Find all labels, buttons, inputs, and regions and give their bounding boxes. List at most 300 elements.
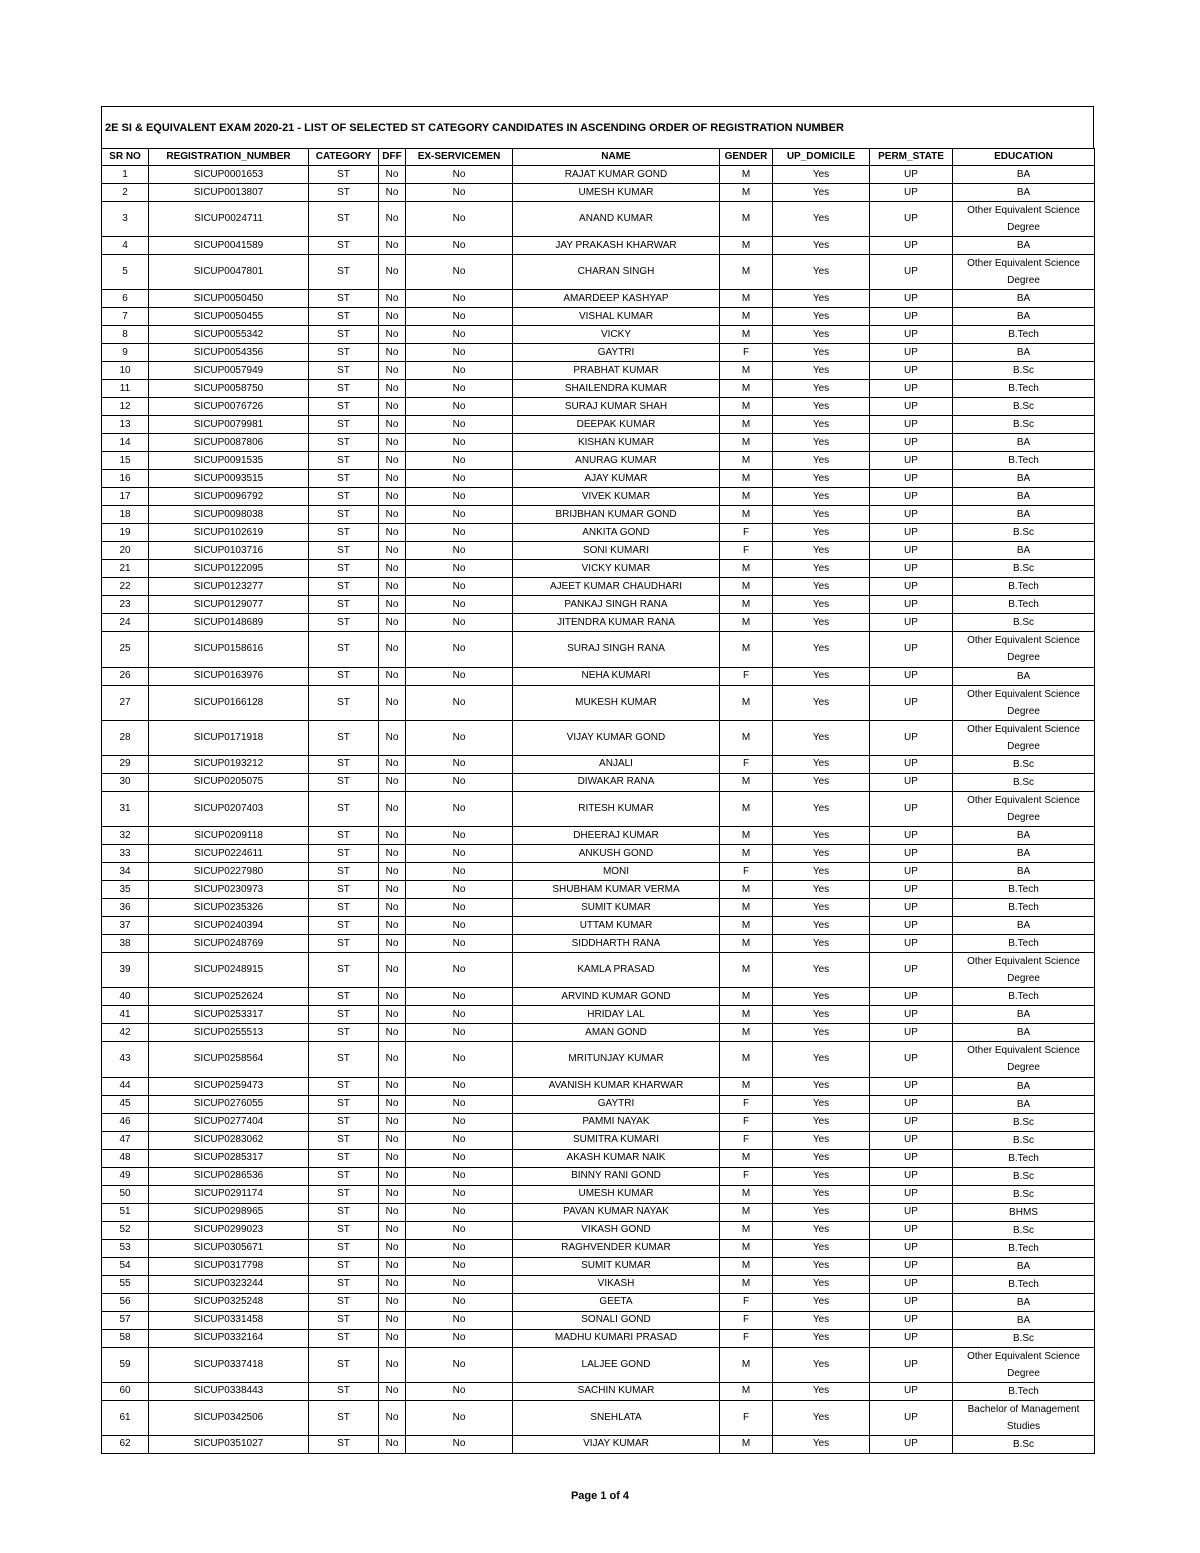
ex-servicemen-cell: No	[406, 917, 513, 935]
dff-cell: No	[379, 308, 406, 326]
up-domicile-cell: Yes	[773, 988, 870, 1006]
table-row	[102, 1006, 1095, 1024]
education-cell: BA	[953, 1024, 1095, 1042]
education-cell: Other Equivalent Science Degree	[953, 1042, 1095, 1077]
gender-cell: M	[720, 899, 773, 917]
registration-number-cell: SICUP0332164	[149, 1329, 309, 1347]
dff-cell: No	[379, 524, 406, 542]
registration-number-cell: SICUP0338443	[149, 1382, 309, 1400]
up-domicile-cell: Yes	[773, 184, 870, 202]
ex-servicemen-cell: No	[406, 1347, 513, 1382]
dff-cell: No	[379, 255, 406, 290]
education-cell: BA	[953, 166, 1095, 184]
table-row	[102, 202, 1095, 237]
education-cell: BA	[953, 1311, 1095, 1329]
registration-number-cell: SICUP0276055	[149, 1095, 309, 1113]
table-row	[102, 1185, 1095, 1203]
gender-cell: M	[720, 452, 773, 470]
table-row	[102, 1257, 1095, 1275]
gender-cell: M	[720, 773, 773, 791]
table-row	[102, 1311, 1095, 1329]
perm-state-cell: UP	[870, 1257, 953, 1275]
table-row	[102, 434, 1095, 452]
category-cell: ST	[309, 827, 379, 845]
registration-number-cell: SICUP0163976	[149, 667, 309, 685]
ex-servicemen-cell: No	[406, 470, 513, 488]
registration-number-cell: SICUP0224611	[149, 845, 309, 863]
gender-cell: M	[720, 596, 773, 614]
perm-state-cell: UP	[870, 1347, 953, 1382]
category-cell: ST	[309, 344, 379, 362]
sr-no-cell: 3	[102, 202, 149, 237]
category-cell: ST	[309, 1006, 379, 1024]
name-cell: KISHAN KUMAR	[513, 434, 720, 452]
up-domicile-cell: Yes	[773, 308, 870, 326]
category-cell: ST	[309, 434, 379, 452]
table-row	[102, 773, 1095, 791]
up-domicile-cell: Yes	[773, 863, 870, 881]
sr-no-cell: 51	[102, 1203, 149, 1221]
name-cell: AKASH KUMAR NAIK	[513, 1149, 720, 1167]
dff-cell: No	[379, 166, 406, 184]
registration-number-cell: SICUP0102619	[149, 524, 309, 542]
dff-cell: No	[379, 720, 406, 755]
ex-servicemen-cell: No	[406, 1042, 513, 1077]
sr-no-cell: 31	[102, 791, 149, 826]
dff-cell: No	[379, 1006, 406, 1024]
dff-cell: No	[379, 899, 406, 917]
category-cell: ST	[309, 416, 379, 434]
up-domicile-cell: Yes	[773, 1347, 870, 1382]
perm-state-cell: UP	[870, 202, 953, 237]
table-row	[102, 1382, 1095, 1400]
registration-number-cell: SICUP0207403	[149, 791, 309, 826]
name-cell: VIVEK KUMAR	[513, 488, 720, 506]
sr-no-cell: 30	[102, 773, 149, 791]
category-cell: ST	[309, 1257, 379, 1275]
education-cell: B.Tech	[953, 988, 1095, 1006]
table-row	[102, 344, 1095, 362]
sr-no-cell: 48	[102, 1149, 149, 1167]
dff-cell: No	[379, 667, 406, 685]
dff-cell: No	[379, 773, 406, 791]
category-cell: ST	[309, 614, 379, 632]
gender-cell: M	[720, 1149, 773, 1167]
name-cell: ANURAG KUMAR	[513, 452, 720, 470]
sr-no-cell: 60	[102, 1382, 149, 1400]
education-cell: BA	[953, 308, 1095, 326]
col-header-gender: GENDER	[720, 149, 773, 166]
sr-no-cell: 46	[102, 1113, 149, 1131]
perm-state-cell: UP	[870, 1185, 953, 1203]
education-cell: B.Sc	[953, 1185, 1095, 1203]
name-cell: CHARAN SINGH	[513, 255, 720, 290]
education-cell: B.Tech	[953, 935, 1095, 953]
sr-no-cell: 34	[102, 863, 149, 881]
name-cell: NEHA KUMARI	[513, 667, 720, 685]
name-cell: VICKY KUMAR	[513, 560, 720, 578]
ex-servicemen-cell: No	[406, 362, 513, 380]
name-cell: RITESH KUMAR	[513, 791, 720, 826]
category-cell: ST	[309, 237, 379, 255]
up-domicile-cell: Yes	[773, 1293, 870, 1311]
gender-cell: M	[720, 434, 773, 452]
gender-cell: M	[720, 470, 773, 488]
ex-servicemen-cell: No	[406, 1167, 513, 1185]
perm-state-cell: UP	[870, 578, 953, 596]
perm-state-cell: UP	[870, 1329, 953, 1347]
table-row	[102, 1042, 1095, 1077]
perm-state-cell: UP	[870, 326, 953, 344]
registration-number-cell: SICUP0258564	[149, 1042, 309, 1077]
perm-state-cell: UP	[870, 953, 953, 988]
dff-cell: No	[379, 1239, 406, 1257]
registration-number-cell: SICUP0076726	[149, 398, 309, 416]
dff-cell: No	[379, 416, 406, 434]
education-cell: B.Sc	[953, 1329, 1095, 1347]
perm-state-cell: UP	[870, 470, 953, 488]
category-cell: ST	[309, 524, 379, 542]
table-row	[102, 1077, 1095, 1095]
dff-cell: No	[379, 488, 406, 506]
category-cell: ST	[309, 1113, 379, 1131]
category-cell: ST	[309, 1221, 379, 1239]
dff-cell: No	[379, 845, 406, 863]
ex-servicemen-cell: No	[406, 237, 513, 255]
ex-servicemen-cell: No	[406, 614, 513, 632]
document-sheet	[101, 106, 1094, 1454]
gender-cell: F	[720, 1329, 773, 1347]
registration-number-cell: SICUP0158616	[149, 632, 309, 667]
education-cell: BA	[953, 1077, 1095, 1095]
sr-no-cell: 24	[102, 614, 149, 632]
up-domicile-cell: Yes	[773, 755, 870, 773]
education-cell: B.Sc	[953, 614, 1095, 632]
category-cell: ST	[309, 935, 379, 953]
registration-number-cell: SICUP0351027	[149, 1435, 309, 1453]
education-cell: B.Sc	[953, 362, 1095, 380]
dff-cell: No	[379, 1257, 406, 1275]
sr-no-cell: 43	[102, 1042, 149, 1077]
dff-cell: No	[379, 881, 406, 899]
candidates-table	[101, 148, 1095, 1454]
perm-state-cell: UP	[870, 255, 953, 290]
sr-no-cell: 47	[102, 1131, 149, 1149]
category-cell: ST	[309, 1311, 379, 1329]
ex-servicemen-cell: No	[406, 632, 513, 667]
education-cell: BA	[953, 470, 1095, 488]
up-domicile-cell: Yes	[773, 398, 870, 416]
dff-cell: No	[379, 578, 406, 596]
sr-no-cell: 58	[102, 1329, 149, 1347]
category-cell: ST	[309, 362, 379, 380]
up-domicile-cell: Yes	[773, 1311, 870, 1329]
category-cell: ST	[309, 398, 379, 416]
gender-cell: F	[720, 667, 773, 685]
table-header-row	[102, 149, 1095, 166]
up-domicile-cell: Yes	[773, 1024, 870, 1042]
perm-state-cell: UP	[870, 1042, 953, 1077]
ex-servicemen-cell: No	[406, 685, 513, 720]
up-domicile-cell: Yes	[773, 434, 870, 452]
education-cell: B.Sc	[953, 773, 1095, 791]
table-row	[102, 362, 1095, 380]
name-cell: SUMITRA KUMARI	[513, 1131, 720, 1149]
dff-cell: No	[379, 614, 406, 632]
dff-cell: No	[379, 1113, 406, 1131]
up-domicile-cell: Yes	[773, 255, 870, 290]
table-row	[102, 488, 1095, 506]
up-domicile-cell: Yes	[773, 1185, 870, 1203]
ex-servicemen-cell: No	[406, 596, 513, 614]
table-row	[102, 845, 1095, 863]
gender-cell: M	[720, 202, 773, 237]
gender-cell: M	[720, 685, 773, 720]
up-domicile-cell: Yes	[773, 1149, 870, 1167]
up-domicile-cell: Yes	[773, 1042, 870, 1077]
ex-servicemen-cell: No	[406, 524, 513, 542]
ex-servicemen-cell: No	[406, 506, 513, 524]
registration-number-cell: SICUP0013807	[149, 184, 309, 202]
category-cell: ST	[309, 1131, 379, 1149]
dff-cell: No	[379, 434, 406, 452]
gender-cell: M	[720, 614, 773, 632]
gender-cell: F	[720, 1311, 773, 1329]
registration-number-cell: SICUP0098038	[149, 506, 309, 524]
perm-state-cell: UP	[870, 237, 953, 255]
registration-number-cell: SICUP0259473	[149, 1077, 309, 1095]
name-cell: SONALI GOND	[513, 1311, 720, 1329]
table-row	[102, 1131, 1095, 1149]
perm-state-cell: UP	[870, 720, 953, 755]
category-cell: ST	[309, 667, 379, 685]
perm-state-cell: UP	[870, 416, 953, 434]
table-row	[102, 917, 1095, 935]
registration-number-cell: SICUP0331458	[149, 1311, 309, 1329]
document-title: 2E SI & EQUIVALENT EXAM 2020-21 - LIST OF SELECTED ST CATEGORY CANDIDATES IN ASCENDING ORDER OF REGISTRATION NUMBER	[101, 106, 1094, 148]
registration-number-cell: SICUP0342506	[149, 1400, 309, 1435]
ex-servicemen-cell: No	[406, 344, 513, 362]
education-cell: Other Equivalent Science Degree	[953, 202, 1095, 237]
dff-cell: No	[379, 1435, 406, 1453]
registration-number-cell: SICUP0255513	[149, 1024, 309, 1042]
ex-servicemen-cell: No	[406, 452, 513, 470]
registration-number-cell: SICUP0283062	[149, 1131, 309, 1149]
table-row	[102, 398, 1095, 416]
dff-cell: No	[379, 755, 406, 773]
registration-number-cell: SICUP0129077	[149, 596, 309, 614]
registration-number-cell: SICUP0298965	[149, 1203, 309, 1221]
up-domicile-cell: Yes	[773, 773, 870, 791]
dff-cell: No	[379, 596, 406, 614]
table-row	[102, 685, 1095, 720]
perm-state-cell: UP	[870, 632, 953, 667]
education-cell: B.Sc	[953, 1435, 1095, 1453]
gender-cell: M	[720, 290, 773, 308]
perm-state-cell: UP	[870, 398, 953, 416]
name-cell: BINNY RANI GOND	[513, 1167, 720, 1185]
gender-cell: M	[720, 845, 773, 863]
sr-no-cell: 53	[102, 1239, 149, 1257]
table-row	[102, 1275, 1095, 1293]
registration-number-cell: SICUP0079981	[149, 416, 309, 434]
perm-state-cell: UP	[870, 667, 953, 685]
name-cell: SURAJ SINGH RANA	[513, 632, 720, 667]
table-row	[102, 827, 1095, 845]
up-domicile-cell: Yes	[773, 380, 870, 398]
registration-number-cell: SICUP0087806	[149, 434, 309, 452]
registration-number-cell: SICUP0317798	[149, 1257, 309, 1275]
ex-servicemen-cell: No	[406, 1221, 513, 1239]
ex-servicemen-cell: No	[406, 184, 513, 202]
category-cell: ST	[309, 1239, 379, 1257]
table-row	[102, 542, 1095, 560]
gender-cell: M	[720, 827, 773, 845]
education-cell: B.Sc	[953, 1131, 1095, 1149]
sr-no-cell: 56	[102, 1293, 149, 1311]
col-header-ex-servicemen: EX-SERVICEMEN	[406, 149, 513, 166]
education-cell: B.Sc	[953, 1113, 1095, 1131]
education-cell: Other Equivalent Science Degree	[953, 720, 1095, 755]
sr-no-cell: 41	[102, 1006, 149, 1024]
gender-cell: F	[720, 542, 773, 560]
registration-number-cell: SICUP0093515	[149, 470, 309, 488]
education-cell: B.Tech	[953, 1239, 1095, 1257]
perm-state-cell: UP	[870, 362, 953, 380]
dff-cell: No	[379, 1203, 406, 1221]
dff-cell: No	[379, 1400, 406, 1435]
sr-no-cell: 1	[102, 166, 149, 184]
category-cell: ST	[309, 1400, 379, 1435]
name-cell: GAYTRI	[513, 344, 720, 362]
ex-servicemen-cell: No	[406, 1095, 513, 1113]
gender-cell: M	[720, 237, 773, 255]
sr-no-cell: 35	[102, 881, 149, 899]
table-row	[102, 578, 1095, 596]
dff-cell: No	[379, 1185, 406, 1203]
up-domicile-cell: Yes	[773, 1275, 870, 1293]
dff-cell: No	[379, 1131, 406, 1149]
education-cell: B.Sc	[953, 755, 1095, 773]
registration-number-cell: SICUP0001653	[149, 166, 309, 184]
ex-servicemen-cell: No	[406, 434, 513, 452]
perm-state-cell: UP	[870, 1024, 953, 1042]
name-cell: AJEET KUMAR CHAUDHARI	[513, 578, 720, 596]
name-cell: UMESH KUMAR	[513, 1185, 720, 1203]
gender-cell: M	[720, 416, 773, 434]
sr-no-cell: 9	[102, 344, 149, 362]
table-row	[102, 614, 1095, 632]
gender-cell: M	[720, 1435, 773, 1453]
name-cell: PRABHAT KUMAR	[513, 362, 720, 380]
gender-cell: F	[720, 1400, 773, 1435]
name-cell: GAYTRI	[513, 1095, 720, 1113]
dff-cell: No	[379, 1275, 406, 1293]
category-cell: ST	[309, 988, 379, 1006]
table-row	[102, 416, 1095, 434]
ex-servicemen-cell: No	[406, 1203, 513, 1221]
education-cell: B.Sc	[953, 1221, 1095, 1239]
up-domicile-cell: Yes	[773, 1382, 870, 1400]
dff-cell: No	[379, 632, 406, 667]
name-cell: ANKITA GOND	[513, 524, 720, 542]
dff-cell: No	[379, 1329, 406, 1347]
name-cell: AMARDEEP KASHYAP	[513, 290, 720, 308]
perm-state-cell: UP	[870, 488, 953, 506]
up-domicile-cell: Yes	[773, 881, 870, 899]
dff-cell: No	[379, 863, 406, 881]
gender-cell: F	[720, 1113, 773, 1131]
category-cell: ST	[309, 542, 379, 560]
education-cell: B.Tech	[953, 899, 1095, 917]
table-row	[102, 632, 1095, 667]
dff-cell: No	[379, 1347, 406, 1382]
table-row	[102, 863, 1095, 881]
gender-cell: F	[720, 755, 773, 773]
table-row	[102, 1203, 1095, 1221]
registration-number-cell: SICUP0024711	[149, 202, 309, 237]
name-cell: DIWAKAR RANA	[513, 773, 720, 791]
table-row	[102, 380, 1095, 398]
up-domicile-cell: Yes	[773, 488, 870, 506]
col-header-category: CATEGORY	[309, 149, 379, 166]
education-cell: Other Equivalent Science Degree	[953, 632, 1095, 667]
ex-servicemen-cell: No	[406, 488, 513, 506]
gender-cell: M	[720, 1275, 773, 1293]
education-cell: BA	[953, 290, 1095, 308]
name-cell: UTTAM KUMAR	[513, 917, 720, 935]
col-header-up-domicile: UP_DOMICILE	[773, 149, 870, 166]
table-row	[102, 1113, 1095, 1131]
up-domicile-cell: Yes	[773, 1077, 870, 1095]
name-cell: SHAILENDRA KUMAR	[513, 380, 720, 398]
name-cell: VIJAY KUMAR	[513, 1435, 720, 1453]
perm-state-cell: UP	[870, 184, 953, 202]
education-cell: B.Tech	[953, 380, 1095, 398]
col-header-education: EDUCATION	[953, 149, 1095, 166]
sr-no-cell: 52	[102, 1221, 149, 1239]
up-domicile-cell: Yes	[773, 720, 870, 755]
category-cell: ST	[309, 596, 379, 614]
gender-cell: M	[720, 791, 773, 826]
ex-servicemen-cell: No	[406, 578, 513, 596]
education-cell: BA	[953, 542, 1095, 560]
registration-number-cell: SICUP0240394	[149, 917, 309, 935]
education-cell: B.Sc	[953, 524, 1095, 542]
ex-servicemen-cell: No	[406, 560, 513, 578]
up-domicile-cell: Yes	[773, 1095, 870, 1113]
up-domicile-cell: Yes	[773, 1113, 870, 1131]
perm-state-cell: UP	[870, 524, 953, 542]
ex-servicemen-cell: No	[406, 1006, 513, 1024]
name-cell: SIDDHARTH RANA	[513, 935, 720, 953]
sr-no-cell: 59	[102, 1347, 149, 1382]
perm-state-cell: UP	[870, 452, 953, 470]
perm-state-cell: UP	[870, 899, 953, 917]
ex-servicemen-cell: No	[406, 308, 513, 326]
gender-cell: M	[720, 184, 773, 202]
gender-cell: M	[720, 1221, 773, 1239]
ex-servicemen-cell: No	[406, 1185, 513, 1203]
table-row	[102, 720, 1095, 755]
perm-state-cell: UP	[870, 434, 953, 452]
category-cell: ST	[309, 845, 379, 863]
category-cell: ST	[309, 1185, 379, 1203]
perm-state-cell: UP	[870, 1382, 953, 1400]
name-cell: VIJAY KUMAR GOND	[513, 720, 720, 755]
education-cell: Other Equivalent Science Degree	[953, 1347, 1095, 1382]
perm-state-cell: UP	[870, 988, 953, 1006]
